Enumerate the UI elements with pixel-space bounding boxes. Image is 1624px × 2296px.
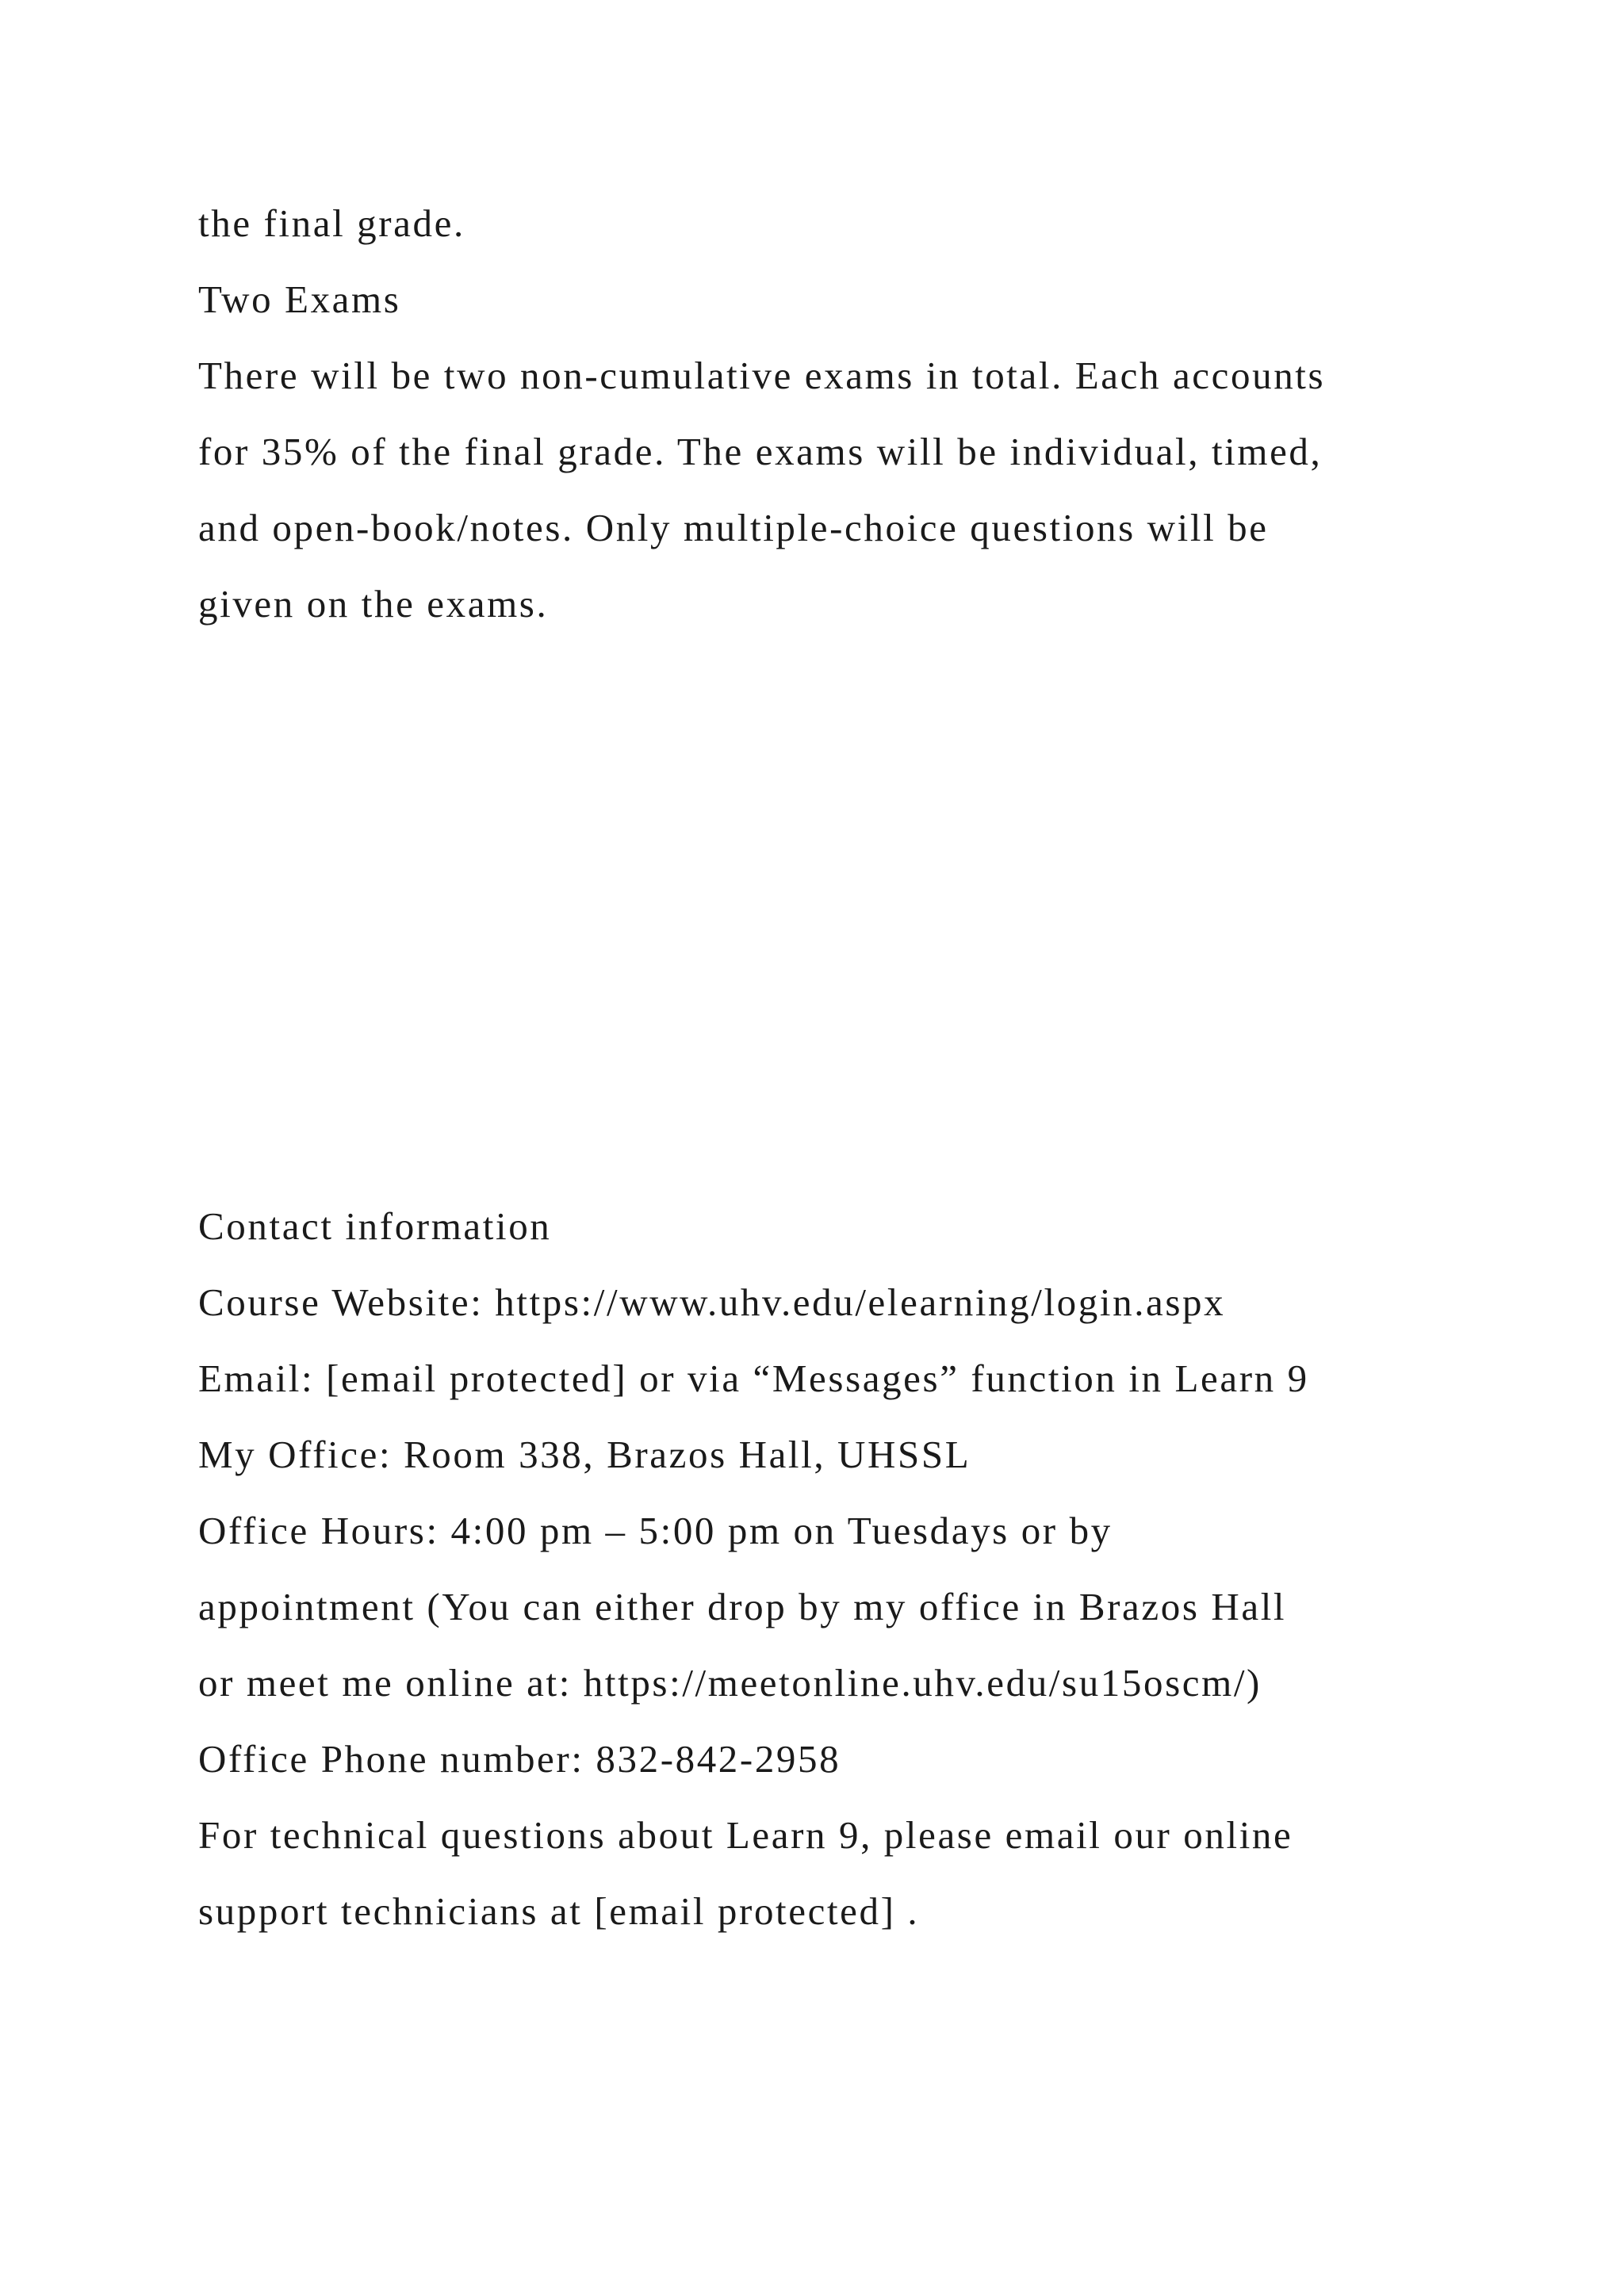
exams-heading: Two Exams (198, 277, 401, 321)
email-line: Email: [email protected] or via “Messages” function in Learn 9 (198, 1357, 1309, 1400)
technical-support-line: For technical questions about Learn 9, please email our online (198, 1813, 1293, 1857)
exams-paragraph-line: given on the exams. (198, 582, 549, 626)
office-hours-line: or meet me online at: https://meetonline.uhv.edu/su15oscm/) (198, 1661, 1262, 1705)
contact-heading: Contact information (198, 1204, 552, 1248)
course-website-line: Course Website: https://www.uhv.edu/elearning/login.aspx (198, 1280, 1226, 1324)
office-line: My Office: Room 338, Brazos Hall, UHSSL (198, 1433, 971, 1476)
exams-paragraph-line: There will be two non-cumulative exams in total. Each accounts (198, 354, 1326, 397)
technical-support-line: support technicians at [email protected] . (198, 1889, 920, 1933)
office-hours-line: Office Hours: 4:00 pm – 5:00 pm on Tuesdays or by (198, 1509, 1113, 1552)
office-phone-line: Office Phone number: 832-842-2958 (198, 1737, 841, 1781)
office-hours-line: appointment (You can either drop by my office in Brazos Hall (198, 1585, 1287, 1628)
continuation-text: the final grade. (198, 201, 465, 245)
exams-paragraph-line: and open-book/notes. Only multiple-choice questions will be (198, 506, 1269, 549)
exams-paragraph-line: for 35% of the final grade. The exams will be individual, timed, (198, 430, 1323, 473)
